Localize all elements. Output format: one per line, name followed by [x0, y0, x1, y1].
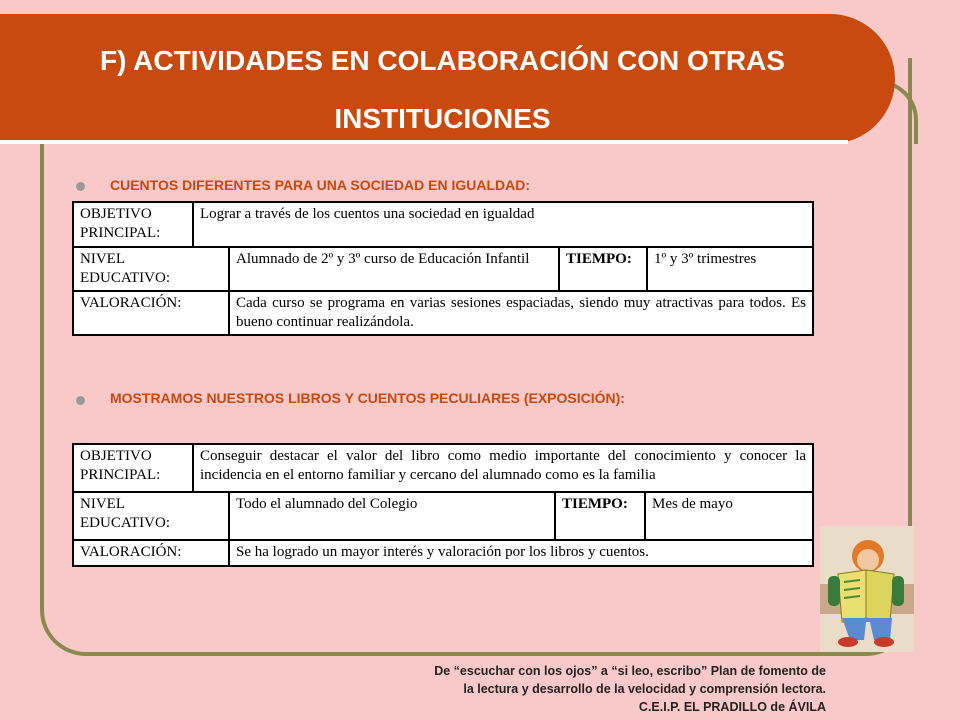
tiempo-label: TIEMPO:	[559, 247, 647, 291]
tiempo-value: Mes de mayo	[645, 492, 813, 540]
title-line-2: INSTITUCIONES	[334, 103, 551, 134]
footer-credit	[326, 662, 826, 716]
table-row	[73, 540, 813, 566]
reading-child-illustration	[820, 526, 914, 652]
nivel-value: Alumnado de 2º y 3º curso de Educación Infantil	[229, 247, 559, 291]
bullet-icon	[76, 182, 85, 191]
footer-line-2: la lectura y desarrollo de la velocidad y comprensión lectora.	[463, 682, 826, 696]
valoracion-label: VALORACIÓN:	[73, 540, 229, 566]
objetivo-label: OBJETIVO PRINCIPAL:	[73, 202, 193, 247]
table-row	[73, 247, 813, 291]
objetivo-label: OBJETIVO PRINCIPAL:	[73, 444, 193, 492]
title-underline	[0, 140, 848, 144]
title-line-1: F) ACTIVIDADES EN COLABORACIÓN CON OTRAS	[100, 45, 785, 76]
objetivo-value: Conseguir destacar el valor del libro como medio importante del conocimiento y conocer la incidencia en el entorno familiar y cercano del alumnado como es la familia	[193, 444, 813, 492]
objetivo-value: Lograr a través de los cuentos una sociedad en igualdad	[193, 202, 813, 247]
tiempo-label: TIEMPO:	[555, 492, 645, 540]
footer-line-3: C.E.I.P. EL PRADILLO de ÁVILA	[638, 700, 826, 714]
section2-table	[72, 443, 814, 567]
reading-child-icon	[820, 526, 914, 652]
table-row	[73, 202, 813, 247]
bullet-icon	[76, 396, 85, 405]
nivel-label: NIVEL EDUCATIVO:	[73, 247, 229, 291]
page-title	[0, 32, 885, 148]
valoracion-label: VALORACIÓN:	[73, 291, 229, 335]
title-banner	[0, 14, 895, 144]
table-row	[73, 492, 813, 540]
nivel-label: NIVEL EDUCATIVO:	[73, 492, 229, 540]
section2-heading: MOSTRAMOS NUESTROS LIBROS Y CUENTOS PECULIARES (EXPOSICIÓN):	[110, 390, 625, 406]
valoracion-value: Cada curso se programa en varias sesiones espaciadas, siendo muy atractivas para todos. Es bueno continuar realizándola.	[229, 291, 813, 335]
section1-table	[72, 201, 814, 336]
valoracion-value: Se ha logrado un mayor interés y valoración por los libros y cuentos.	[229, 540, 813, 566]
table-row	[73, 291, 813, 335]
footer-line-1: De “escuchar con los ojos” a “si leo, escribo” Plan de fomento de	[434, 664, 826, 678]
table-row	[73, 444, 813, 492]
tiempo-value: 1º y 3º trimestres	[647, 247, 813, 291]
nivel-value: Todo el alumnado del Colegio	[229, 492, 555, 540]
section1-heading: CUENTOS DIFERENTES PARA UNA SOCIEDAD EN IGUALDAD:	[110, 177, 531, 193]
